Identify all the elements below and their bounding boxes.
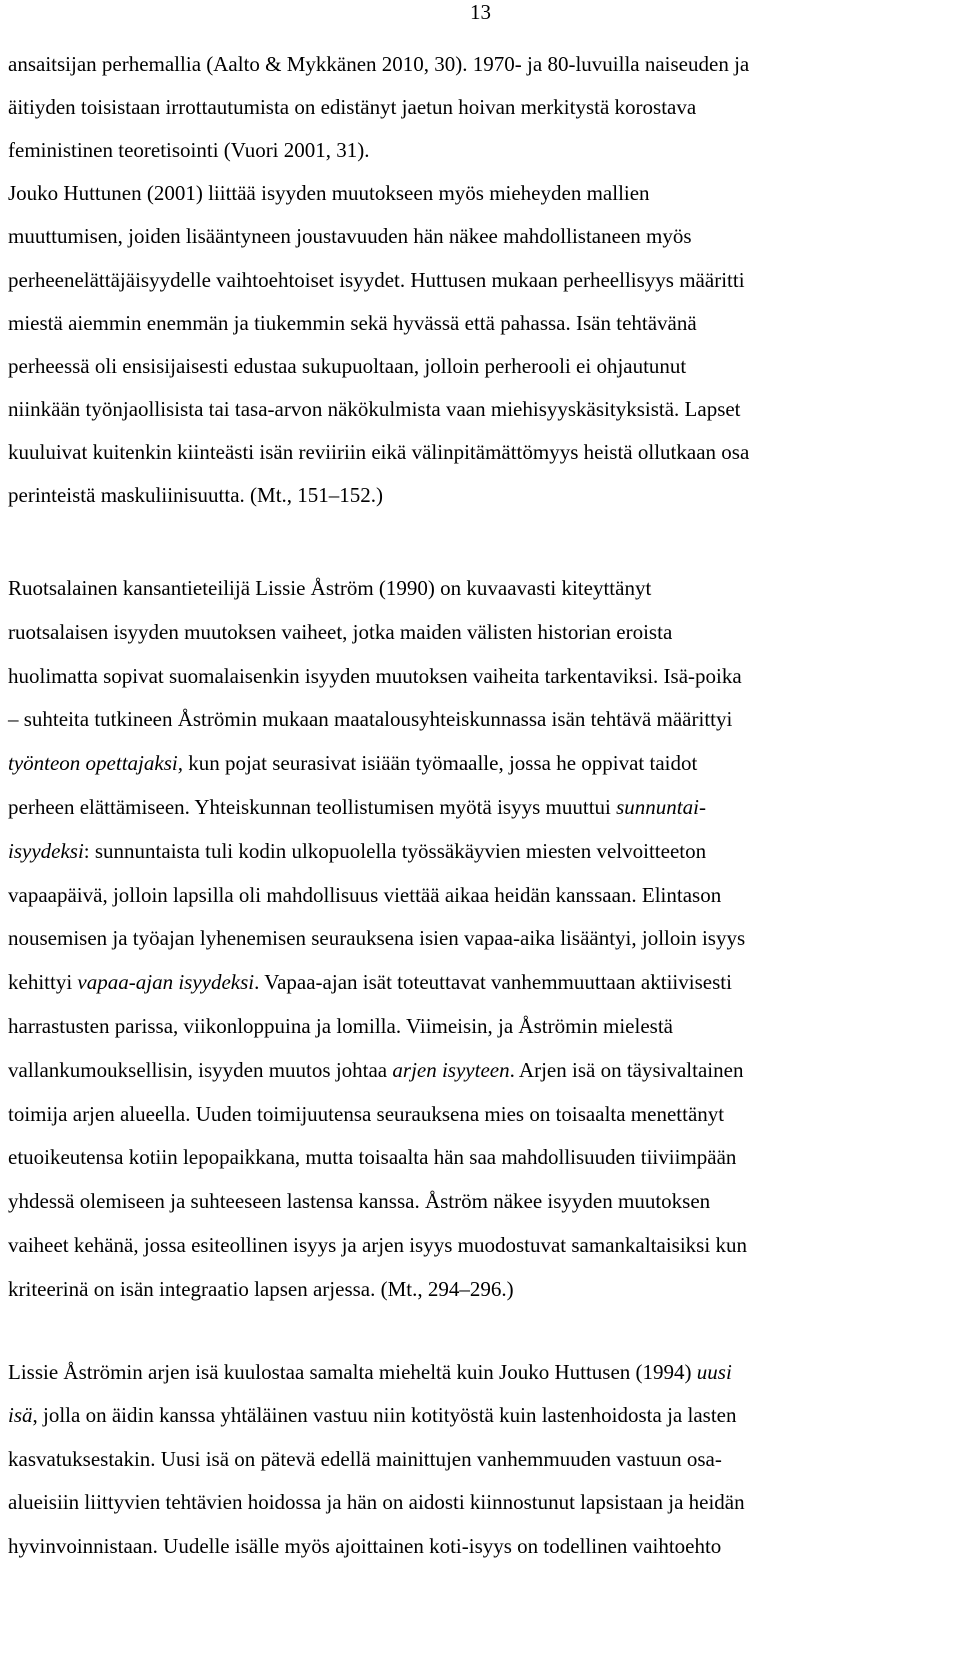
text-line: ruotsalaisen isyyden muutoksen vaiheet, jotka maiden välisten historian eroista [8, 619, 673, 644]
text-line: perinteistä maskuliinisuutta. (Mt., 151–152.) [8, 483, 384, 507]
text-run: perheen elättämiseen. Yhteiskunnan teollistumisen myötä isyys muuttui [8, 795, 617, 819]
text-line: kuuluivat kuitenkin kiinteästi isän reviiriin eikä välinpitämättömyys heistä ollutkaan osa [8, 439, 750, 464]
text-line: yhdessä olemiseen ja suhteeseen lastensa kanssa. Åström näkee isyyden muutoksen [8, 1189, 711, 1214]
text-run: . Vapaa-ajan isät toteuttavat vanhemmuuttaan aktiivisesti [254, 970, 732, 995]
text-line: niinkään työnjaollisista tai tasa-arvon näkökulmista vaan miehisyyskäsityksistä. Lapset [8, 396, 741, 421]
text-line: hyvinvoinnistaan. Uudelle isälle myös ajoittainen koti-isyys on todellinen vaihtoehto [8, 1533, 722, 1558]
text-line: nousemisen ja työajan lyhenemisen seurauksena isien vapaa-aika lisääntyi, jolloin isyys [8, 926, 746, 951]
text-line: perheessä oli ensisijaisesti edustaa sukupuoltaan, jolloin perherooli ei ohjautunut [8, 353, 687, 378]
text-line: vaiheet kehänä, jossa esiteollinen isyys ja arjen isyys muodostuvat samankaltaisiksi kun [8, 1233, 747, 1257]
text-line: Ruotsalainen kansantieteilijä Lissie Åström (1990) on kuvaavasti kiteyttänyt [8, 576, 652, 600]
text-run: kun pojat seurasivat isiään työmaalle, jossa he oppivat taidot [182, 751, 698, 776]
text-line: harrastusten parissa, viikonloppuina ja lomilla. Viimeisin, ja Åströmin mielestä [8, 1014, 673, 1038]
italic-term: isyydeksi [8, 838, 84, 863]
italic-term: vapaa-ajan isyydeksi [77, 970, 255, 995]
text-run: kehittyi [8, 970, 78, 995]
italic-term: uusi [696, 1360, 732, 1384]
text-line: alueisiin liittyvien tehtävien hoidossa ja hän on aidosti kiinnostunut lapsistaan ja heidän [8, 1490, 745, 1515]
text-line [8, 839, 706, 863]
text-line [8, 751, 697, 775]
italic-term: sunnuntai- [616, 795, 706, 819]
text-run: . Arjen isä on täysivaltainen [509, 1057, 744, 1082]
text-line: ansaitsijan perhemallia (Aalto & Mykkänen 2010, 30). 1970- ja 80-luvuilla naiseuden ja [8, 52, 750, 76]
text-line: toimija arjen alueella. Uuden toimijuutensa seurauksena mies on toisaalta menettänyt [8, 1101, 725, 1126]
text-line: kriteerinä on isän integraatio lapsen arjessa. (Mt., 294–296.) [8, 1276, 514, 1301]
text-line [8, 970, 732, 994]
italic-term: arjen isyyteen [392, 1057, 510, 1082]
italic-term: työnteon opettajaksi, [8, 751, 183, 776]
text-line: – suhteita tutkineen Åströmin mukaan maatalousyhteiskunnassa isän tehtävä määrittyi [8, 707, 733, 732]
text-line: muuttumisen, joiden lisääntyneen joustavuuden hän näkee mahdollistaneen myös [8, 224, 692, 249]
text-line: kasvatuksestakin. Uusi isä on pätevä edellä mainittujen vanhemmuuden vastuun osa- [8, 1446, 722, 1471]
text-line [8, 1360, 732, 1384]
text-line: Jouko Huttunen (2001) liittää isyyden muutokseen myös mieheyden mallien [8, 181, 650, 206]
text-line: huolimatta sopivat suomalaisenkin isyyden muutoksen vaiheita tarkentaviksi. Isä-poika [8, 663, 742, 688]
text-line [8, 795, 706, 819]
text-line: miestä aiemmin enemmän ja tiukemmin sekä hyvässä että pahassa. Isän tehtävänä [8, 310, 697, 335]
italic-term: isä [8, 1403, 33, 1428]
text-line: äitiyden toisistaan irrottautumista on edistänyt jaetun hoivan merkitystä korostava [8, 95, 697, 120]
text-run: Lissie Åströmin arjen isä kuulostaa samalta mieheltä kuin Jouko Huttusen (1994) [8, 1360, 697, 1384]
page-number: 13 [470, 0, 491, 24]
text-line: etuoikeutensa kotiin lepopaikkana, mutta toisaalta hän saa mahdollisuuden tiiviimpään [8, 1145, 737, 1170]
text-line [8, 1403, 736, 1427]
text-line [8, 1058, 743, 1082]
text-run: , jolla on äidin kanssa yhtäläinen vastuu niin kotityöstä kuin lastenhoidosta ja lasten [32, 1403, 737, 1428]
text-line: perheenelättäjäisyydelle vaihtoehtoiset isyydet. Huttusen mukaan perheellisyys määritti [8, 267, 745, 292]
text-run: vallankumouksellisin, isyyden muutos johtaa [8, 1057, 393, 1082]
text-line: feministinen teoretisointi (Vuori 2001, 31). [8, 138, 370, 163]
text-run: : sunnuntaista tuli kodin ulkopuolella työssäkäyvien miesten velvoitteeton [83, 838, 707, 863]
text-line: vapaapäivä, jolloin lapsilla oli mahdollisuus viettää aikaa heidän kanssaan. Elintason [8, 882, 722, 907]
